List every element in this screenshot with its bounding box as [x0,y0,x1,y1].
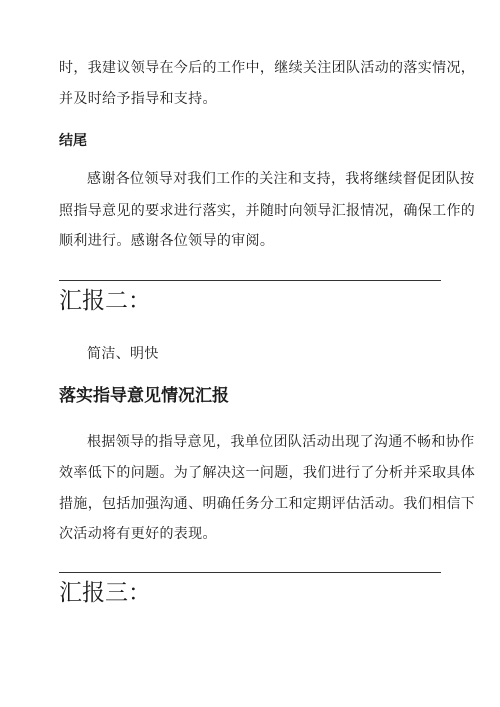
paragraph-line: 顺利进行。感谢各位领导的审阅。 [59,233,275,249]
report-3-title: 汇报三： [59,580,151,606]
paragraph-line: 根据领导的指导意见，我单位团队活动出现了沟通不畅和协作 [87,434,475,450]
report-2-subheading: 落实指导意见情况汇报 [59,386,229,406]
paragraph-line: 感谢各位领导对我们工作的关注和支持，我将继续督促团队按 [87,171,475,187]
paragraph-line: 效率低下的问题。为了解决这一问题，我们进行了分析并采取具体 [59,465,476,481]
closing-heading: 结尾 [59,133,87,149]
paragraph-line: 时，我建议领导在今后的工作中，继续关注团队活动的落实情况， [59,60,476,76]
style-note: 简洁、明快 [87,346,159,362]
paragraph-line: 照指导意见的要求进行落实，并随时向领导汇报情况，确保工作的 [59,203,476,219]
section-divider [59,280,441,281]
paragraph-line: 次活动将有更好的表现。 [59,526,217,542]
section-divider [59,572,441,573]
report-2-title: 汇报二： [59,288,151,314]
paragraph-line: 措施，包括加强沟通、明确任务分工和定期评估活动。我们相信下 [59,496,476,512]
paragraph-line: 并及时给予指导和支持。 [59,91,217,107]
